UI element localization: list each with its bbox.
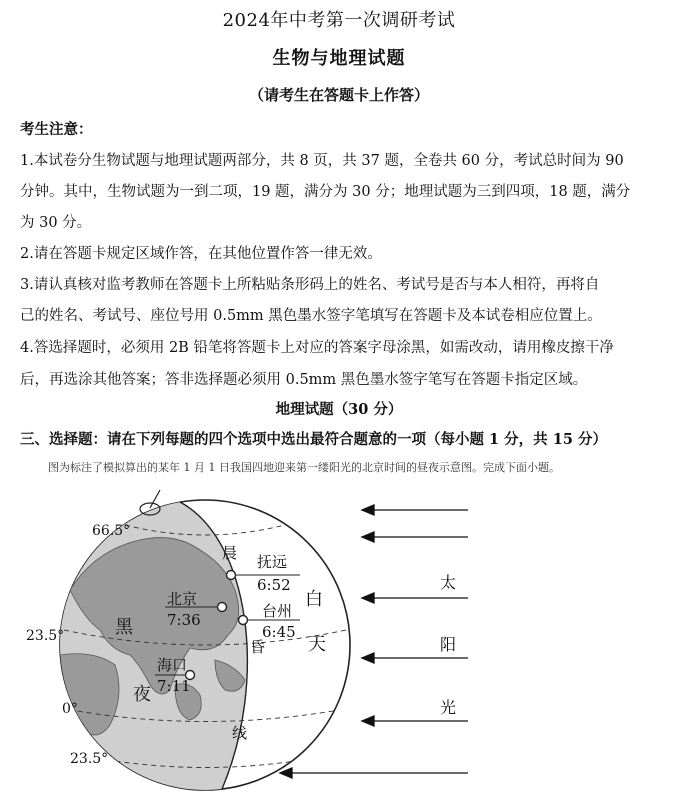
lat-label: 23.5° — [26, 628, 65, 644]
notice-line: 为 30 分。 — [20, 215, 92, 231]
notice-heading: 考生注意： — [20, 121, 93, 138]
day-night-figure — [0, 480, 678, 795]
notice-line: 1.本试卷分生物试题与地理试题两部分，共 8 页，共 37 题，全卷共 60 分，考试总时间为 90 — [20, 153, 624, 169]
city-marker-beijing — [218, 603, 227, 612]
notice-line: 后，再选涂其他答案；答非选择题必须用 0.5mm 黑色墨水签字笔写在答题卡指定区域。 — [20, 372, 588, 388]
exam-title: 2024年中考第一次调研考试 — [222, 10, 456, 31]
night-label: 夜 — [133, 684, 151, 705]
city-marker-taizhou — [239, 616, 248, 625]
exam-note: （请考生在答题卡上作答） — [248, 86, 429, 104]
city-time: 7:11 — [157, 677, 191, 695]
city-time: 6:45 — [262, 623, 296, 641]
figure-instruction: 图为标注了模拟算出的某年 1 月 1 日我国四地迎来第一缕阳光的北京时间的昼夜示意图。完成下面小题。 — [48, 461, 560, 474]
terminator-label: 线 — [232, 724, 248, 742]
sunlight-label: 太 — [440, 573, 457, 592]
notice-line: 2.请在答题卡规定区域作答，在其他位置作答一律无效。 — [20, 246, 382, 262]
city-time: 7:36 — [167, 611, 201, 629]
city-name: 北京 — [167, 590, 198, 608]
notice-line: 4.答选择题时，必须用 2B 铅笔将答题卡上对应的答案字母涂黑，如需改动，请用橡皮擦干净 — [20, 340, 614, 356]
lat-label: 23.5° — [70, 751, 109, 767]
notice-line: 己的姓名、考试号、座位号用 0.5mm 黑色墨水签字笔填写在答题卡及本试卷相应位置上。 — [20, 308, 602, 324]
exam-subject: 生物与地理试题 — [272, 48, 406, 69]
sunlight-label: 光 — [440, 698, 457, 717]
notice-line: 分钟。其中，生物试题为一到二项，19 题，满分为 30 分；地理试题为三到四项，18 题，满分 — [20, 184, 631, 200]
terminator-label: 晨 — [222, 544, 238, 562]
sunlight-label: 阳 — [440, 635, 457, 654]
terminator-label: 昏 — [250, 638, 266, 656]
lat-label: 0° — [62, 701, 78, 717]
city-time: 6:52 — [257, 576, 291, 594]
city-name: 海口 — [157, 656, 188, 674]
night-label: 黑 — [115, 617, 133, 638]
notice-line: 3.请认真核对监考教师在答题卡上所粘贴条形码上的姓名、考试号是否与本人相符，再将自 — [20, 277, 600, 293]
day-label: 白 — [305, 589, 323, 610]
city-name: 台州 — [262, 602, 293, 620]
city-marker-fuyuan — [227, 571, 236, 580]
section-title: 地理试题（30 分） — [275, 401, 403, 418]
section-heading: 三、选择题：请在下列每题的四个选项中选出最符合题意的一项（每小题 1 分，共 15 分） — [20, 431, 607, 448]
day-label: 天 — [308, 634, 326, 655]
lat-label: 66.5° — [92, 523, 131, 539]
city-name: 抚远 — [257, 553, 288, 571]
